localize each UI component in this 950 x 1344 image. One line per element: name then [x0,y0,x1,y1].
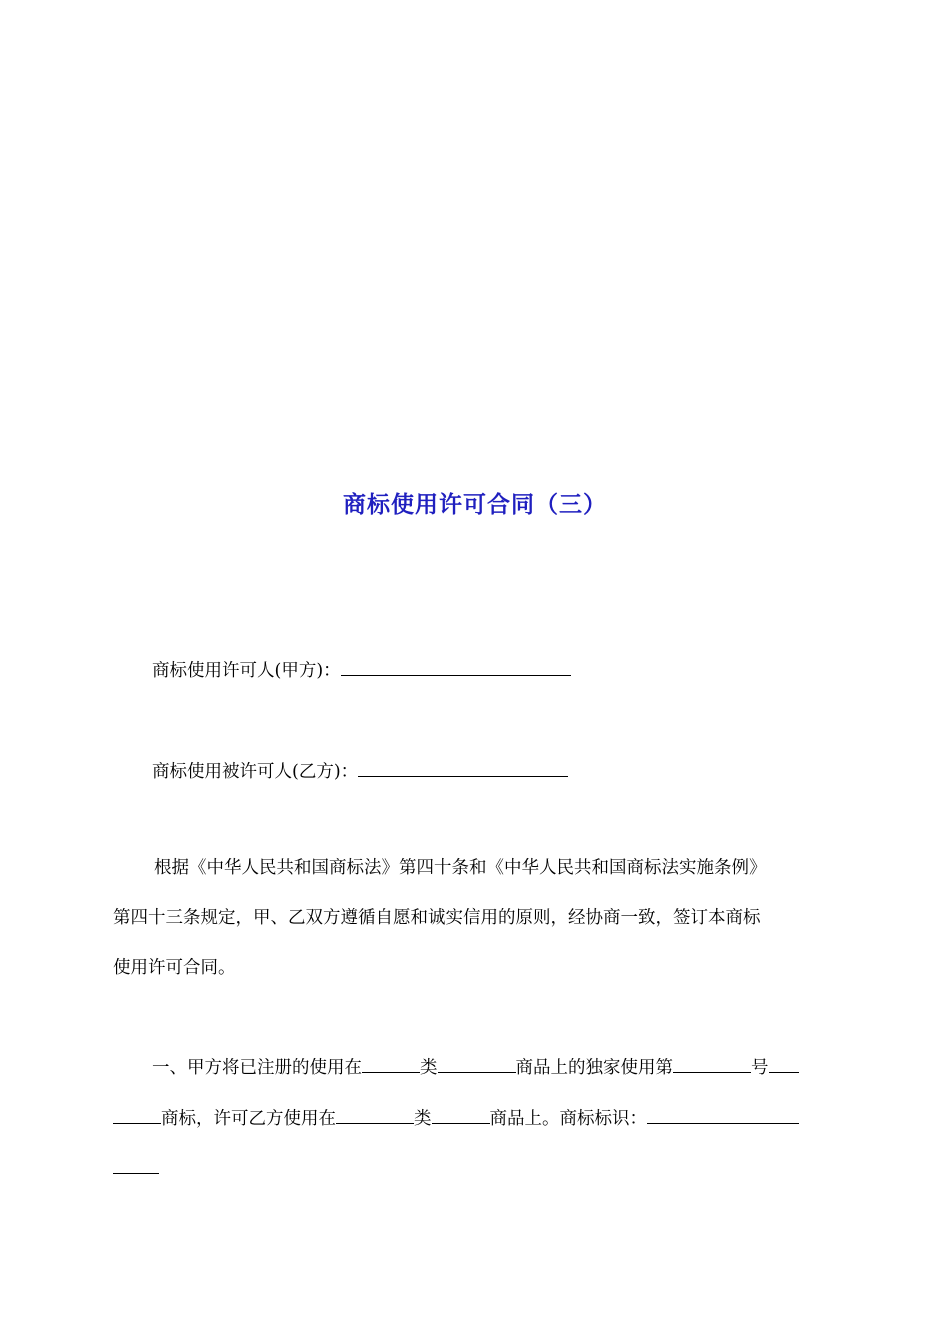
licensor-line [152,657,571,683]
clause1-text-5: 商标，许可乙方使用在 [161,1109,336,1129]
clause1-text-7: 商品上。商标标识： [489,1109,647,1129]
trademark-name-blank-a[interactable] [769,1054,799,1073]
licensee-label: 商标使用被许可人(乙方)： [152,762,359,782]
class-blank-1[interactable] [362,1054,420,1073]
trademark-mark-blank-a[interactable] [647,1105,799,1124]
class-blank-2[interactable] [336,1105,414,1124]
preamble-line-1 [154,856,767,880]
clause1-text-3: 商品上的独家使用第 [515,1058,673,1078]
clause1-line-3 [113,1155,159,1181]
goods-blank-1[interactable] [438,1054,516,1073]
licensor-label: 商标使用许可人(甲方)： [152,661,341,681]
clause1-text-6: 类 [414,1109,432,1129]
document-title: 商标使用许可合同（三） [343,491,607,518]
trademark-mark-blank-b[interactable] [113,1155,159,1174]
clause1-text-2: 类 [420,1058,438,1078]
clause1-line-1 [152,1054,799,1080]
licensee-line [152,758,568,784]
preamble-text-3: 使用许可合同。 [113,958,236,978]
trademark-name-blank-b[interactable] [113,1105,161,1124]
licensor-blank[interactable] [341,657,571,676]
preamble-text-1: 根据《中华人民共和国商标法》第四十条和《中华人民共和国商标法实施条例》 [154,858,767,878]
preamble-line-2 [113,906,761,930]
preamble-text-2: 第四十三条规定，甲、乙双方遵循自愿和诚实信用的原则，经协商一致，签订本商标 [113,908,761,928]
goods-blank-2[interactable] [432,1105,490,1124]
clause1-text-1: 一、甲方将已注册的使用在 [152,1058,362,1078]
clause1-line-2 [113,1105,799,1131]
registration-number-blank[interactable] [673,1054,751,1073]
clause1-text-4: 号 [751,1058,769,1078]
licensee-blank[interactable] [358,758,568,777]
preamble-line-3 [113,956,236,980]
